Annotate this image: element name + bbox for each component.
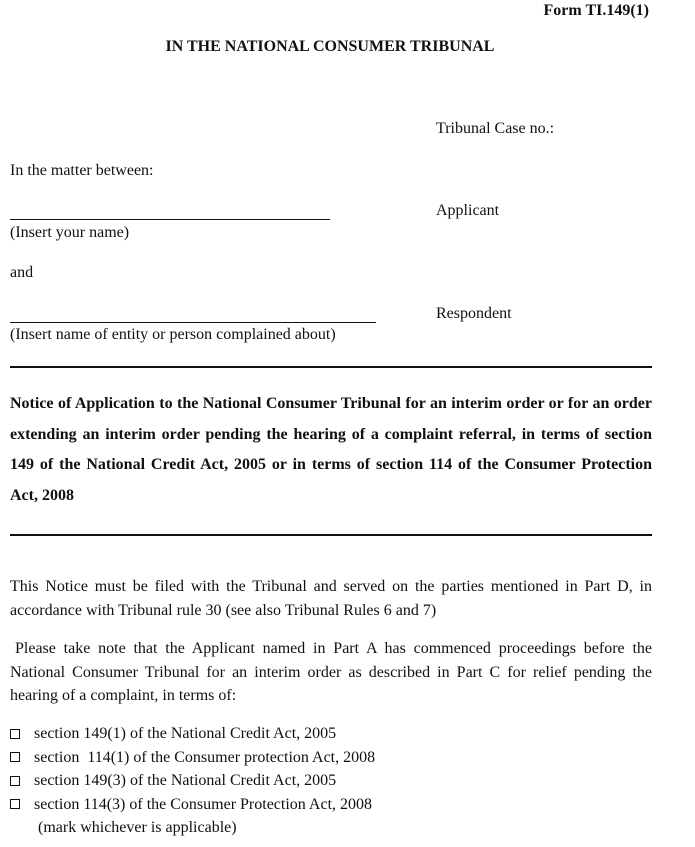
option-row	[10, 769, 650, 793]
form-number: Form TI.149(1)	[543, 2, 649, 19]
option-label: section 149(3) of the National Credit Act, 2005	[34, 772, 337, 789]
respondent-label: Respondent	[436, 305, 512, 322]
option-label: section 114(3) of the Consumer Protection Act, 2008	[34, 795, 373, 813]
divider-bottom	[10, 534, 652, 536]
section-options-list	[10, 722, 650, 840]
insert-entity-hint: (Insert name of entity or person complained about)	[10, 326, 336, 343]
options-note: (mark whichever is applicable)	[38, 819, 237, 836]
option-row	[10, 793, 650, 817]
case-number-label: Tribunal Case no.:	[436, 120, 555, 137]
insert-name-hint: (Insert your name)	[10, 224, 130, 241]
checkbox[interactable]	[10, 729, 20, 739]
checkbox[interactable]	[10, 799, 20, 809]
applicant-label: Applicant	[436, 202, 500, 219]
option-row	[10, 722, 650, 746]
filing-notice-paragraph: This Notice must be filed with the Tribunal and served on the parties mentioned in Part D, in accordance with Tribunal rule 30 (see also Tribunal Rules 6 and 7)	[10, 578, 652, 619]
checkbox[interactable]	[10, 752, 20, 762]
checkbox[interactable]	[10, 776, 20, 786]
notice-heading: Notice of Application to the National Consumer Tribunal for an interim order or for an order extending an interim order pending the hearing of a complaint referral, in terms of section 149 of the National Credit Act, 2005 or in terms of section 114 of the Consumer Protection Act, 2008	[10, 395, 652, 504]
proceedings-notice-paragraph: Please take note that the Applicant named in Part A has commenced proceedings before the National Consumer Tribunal for an interim order as described in Part C for relief pending the hearing of a complaint, in terms of:	[10, 640, 652, 704]
option-label: section 149(1) of the National Credit Act, 2005	[34, 725, 337, 742]
option-row	[10, 746, 650, 770]
tribunal-title: IN THE NATIONAL CONSUMER TRIBUNAL	[165, 38, 495, 55]
and-text: and	[10, 264, 34, 281]
option-label: section 114(1) of the Consumer protection Act, 2008	[34, 748, 376, 766]
divider-top	[10, 366, 652, 368]
applicant-name-line[interactable]	[10, 219, 330, 220]
respondent-name-line[interactable]	[10, 322, 376, 323]
matter-between-label: In the matter between:	[10, 162, 154, 179]
